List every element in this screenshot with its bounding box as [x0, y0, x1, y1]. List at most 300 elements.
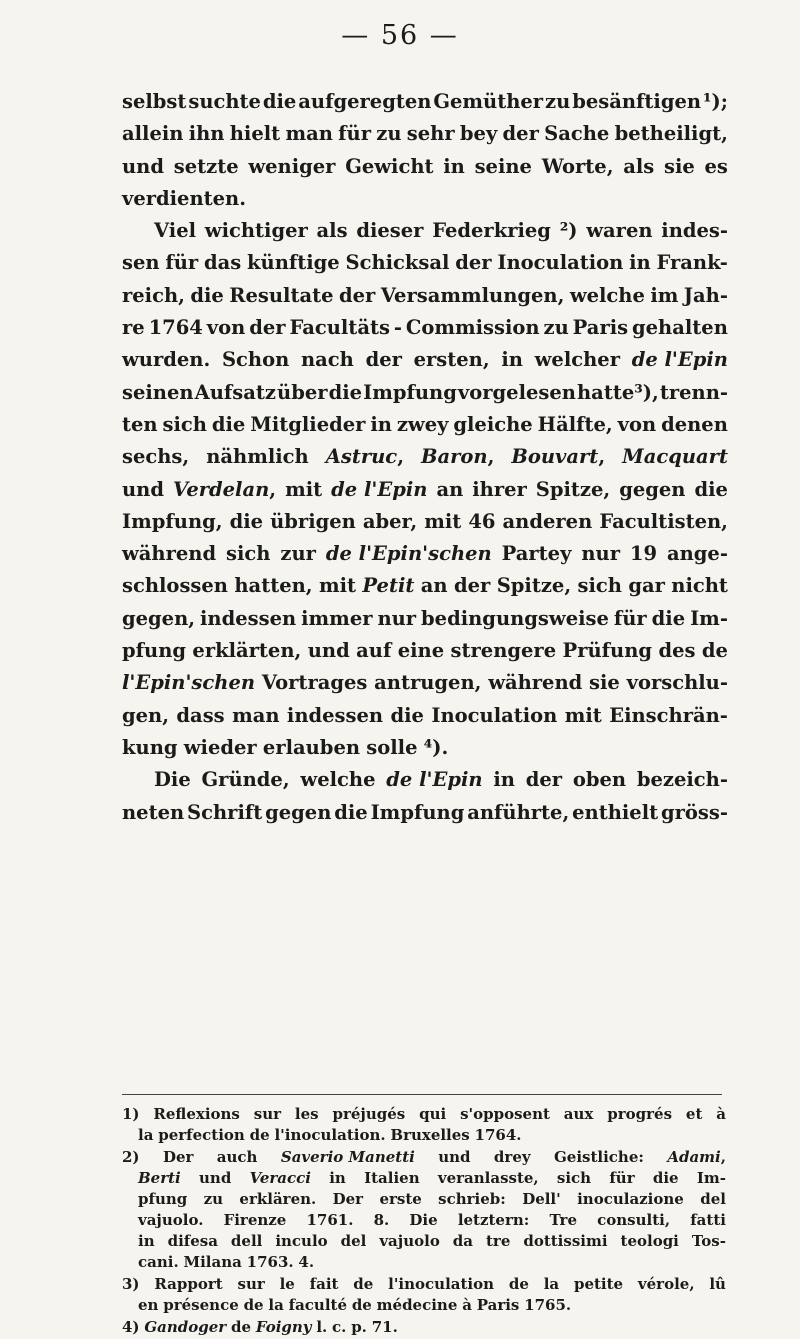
word: sechs, — [122, 445, 190, 469]
footnotes — [122, 1104, 726, 1339]
word: Facultäts — [289, 316, 390, 340]
word: wurden. — [122, 348, 211, 372]
body-line — [122, 667, 728, 699]
word: die — [651, 606, 686, 630]
body-line — [122, 280, 728, 312]
word: difesa — [167, 1232, 218, 1250]
word: faculté — [288, 1296, 348, 1314]
word: lû — [709, 1275, 726, 1293]
word: Sache — [544, 122, 610, 146]
word: während — [122, 542, 217, 566]
word: Resultate — [229, 283, 334, 307]
word: p. — [351, 1318, 367, 1336]
word: Firenze — [223, 1211, 287, 1229]
word: de — [351, 1296, 372, 1314]
word: Partey — [501, 542, 572, 566]
body-line — [122, 409, 728, 441]
word: Rapport — [154, 1275, 223, 1293]
word: anführte, — [467, 800, 570, 824]
word: l'inoculation. — [274, 1126, 386, 1144]
word: der — [365, 348, 402, 372]
body-line — [122, 215, 728, 247]
word: die — [652, 1169, 679, 1187]
word: indessen — [286, 703, 384, 727]
word: aux — [563, 1105, 594, 1123]
word: Im- — [696, 1169, 726, 1187]
page-number: — 56 — — [341, 20, 459, 51]
word: seine — [474, 154, 532, 178]
word: bezeich- — [636, 768, 728, 792]
body-line — [122, 377, 728, 409]
body-line — [122, 635, 728, 667]
body-line — [122, 474, 728, 506]
word: die — [229, 509, 264, 533]
word: de — [243, 1296, 264, 1314]
word: qui — [419, 1105, 447, 1123]
word: nur — [581, 542, 620, 566]
word: selbst — [122, 90, 187, 113]
word: Veracci — [249, 1169, 311, 1187]
word: petite — [573, 1275, 624, 1293]
word: die — [190, 283, 224, 307]
word: solle — [366, 735, 418, 759]
word: von — [617, 412, 657, 436]
word: sur — [253, 1105, 282, 1123]
word: Mitglieder — [250, 412, 366, 436]
word: inoculazione — [577, 1190, 684, 1208]
word: c. — [332, 1318, 347, 1336]
word: gehalten — [632, 316, 728, 340]
word: Schon — [221, 348, 290, 372]
word: und — [199, 1169, 232, 1187]
word: Dell' — [522, 1190, 561, 1208]
word: der — [525, 768, 563, 792]
word: progrés — [607, 1105, 673, 1123]
word: bedingungsweise — [421, 606, 609, 630]
body-line — [122, 118, 728, 150]
word: médecine — [376, 1296, 458, 1314]
word: mit — [564, 703, 602, 727]
word: Tos- — [691, 1232, 726, 1250]
word: préjugés — [332, 1105, 406, 1123]
word: vajuolo — [379, 1232, 440, 1250]
word: immer — [301, 606, 373, 630]
word: del — [340, 1232, 367, 1250]
word: nur — [377, 606, 417, 630]
word: dell — [230, 1232, 263, 1250]
footnote-line — [138, 1168, 726, 1189]
word: re — [122, 316, 145, 340]
word: Milana — [183, 1253, 242, 1271]
word: de l'Epin — [386, 768, 483, 792]
word: des — [658, 639, 696, 663]
body-line — [122, 700, 728, 732]
word: enthielt — [572, 800, 659, 824]
word: la — [543, 1275, 560, 1293]
word: übrigen — [270, 509, 356, 533]
word: indes- — [661, 219, 728, 243]
word: Geistliche: — [553, 1148, 644, 1166]
word: Schrift — [187, 800, 263, 824]
word: die — [334, 800, 368, 824]
word: teologi — [620, 1232, 679, 1250]
word: als — [316, 219, 348, 243]
word: trenn- — [659, 380, 728, 404]
word: de l'Epin — [331, 477, 428, 501]
word: erlauben — [262, 735, 361, 759]
word: Paris — [572, 316, 629, 340]
word: als — [623, 154, 655, 178]
word: vérole, — [637, 1275, 695, 1293]
footnote-line — [122, 1104, 726, 1125]
word: anderen — [502, 509, 593, 533]
word: Verdelan, — [173, 477, 277, 501]
word: l'inoculation — [388, 1275, 495, 1293]
word: erklärten, — [192, 639, 302, 663]
word: Vortrages — [261, 671, 368, 695]
word: hielt — [229, 122, 281, 146]
word: Italien — [364, 1169, 420, 1187]
word: für — [613, 606, 647, 630]
word: sehr — [406, 122, 455, 146]
word: de l'Epin'schen — [325, 542, 492, 566]
word: denen — [661, 412, 728, 436]
word: Gandoger — [144, 1318, 227, 1336]
word: cani. — [138, 1253, 179, 1271]
word: der — [455, 251, 492, 275]
word: waren — [586, 219, 653, 243]
footnote-2 — [122, 1147, 726, 1273]
word: Gründe, — [201, 768, 290, 792]
word: Inoculation — [497, 251, 624, 275]
word: dottissimi — [523, 1232, 608, 1250]
word: der — [338, 283, 376, 307]
word: nach — [300, 348, 354, 372]
word: gegen — [265, 800, 332, 824]
word: dass — [176, 703, 225, 727]
word: Inoculation — [431, 703, 558, 727]
word: bey — [459, 122, 498, 146]
footnote-line — [138, 1252, 726, 1273]
word: kung — [122, 735, 178, 759]
word: 4) — [122, 1318, 140, 1336]
word: für — [338, 122, 371, 146]
word: in — [629, 251, 651, 275]
word: mit — [424, 509, 462, 533]
word: welcher — [534, 348, 620, 372]
body-line — [122, 764, 728, 796]
word: zu — [376, 122, 402, 146]
word: vorschlu- — [626, 671, 728, 695]
word: oben — [572, 768, 627, 792]
word: ersten, — [413, 348, 490, 372]
word: zu — [545, 90, 571, 113]
word: ihrer — [472, 477, 527, 501]
body-line — [122, 183, 728, 215]
word: fatti — [690, 1211, 726, 1229]
word: strengere — [450, 639, 557, 663]
body-line — [122, 506, 728, 538]
word: in — [443, 154, 465, 178]
word: in — [501, 348, 523, 372]
word: man — [285, 122, 333, 146]
word: fait — [309, 1275, 339, 1293]
word: seinen — [122, 380, 194, 404]
word: welche — [569, 283, 645, 307]
word: an — [436, 477, 464, 501]
footnote-divider — [122, 1094, 722, 1095]
body-line — [122, 247, 728, 279]
word: s'opposent — [460, 1105, 550, 1123]
word: setzte — [173, 154, 239, 178]
word: inculo — [275, 1232, 328, 1250]
word: für — [165, 251, 199, 275]
word: gröss- — [660, 800, 728, 824]
word: del — [700, 1190, 726, 1208]
word: in — [370, 412, 392, 436]
word: und — [307, 639, 350, 663]
word: auch — [216, 1148, 258, 1166]
word: und — [122, 154, 164, 178]
word: besänftigen — [572, 90, 702, 113]
word: 2) — [122, 1148, 140, 1166]
word: das — [203, 251, 242, 275]
word: erste — [379, 1190, 422, 1208]
word: Reflexions — [153, 1105, 240, 1123]
footnote-line — [122, 1317, 726, 1338]
word: Schicksal — [345, 251, 450, 275]
word: die — [328, 380, 363, 404]
word: Die — [409, 1211, 438, 1229]
word: Baron, — [421, 445, 495, 469]
body-line — [122, 86, 728, 118]
word: 1765. — [524, 1296, 572, 1314]
word: veranlasste, — [437, 1169, 539, 1187]
word: sich — [577, 574, 622, 598]
word: an — [420, 574, 448, 598]
word: gegen — [619, 477, 686, 501]
word: zu — [203, 1190, 224, 1208]
footnote-line — [122, 1147, 726, 1168]
word: es — [704, 154, 728, 178]
word: mit — [285, 477, 323, 501]
word: pfung — [122, 639, 187, 663]
word: de — [249, 1126, 270, 1144]
word: - — [393, 316, 402, 340]
word: les — [294, 1105, 319, 1123]
word: ten — [122, 412, 158, 436]
word: der — [453, 574, 491, 598]
word: drey — [493, 1148, 531, 1166]
footnote-line — [138, 1231, 726, 1252]
word: Einschrän- — [609, 703, 728, 727]
word: und — [438, 1148, 471, 1166]
word: sich — [556, 1169, 592, 1187]
word: Impfung — [363, 380, 457, 404]
word: de l'Epin — [631, 348, 728, 372]
word: gen, — [122, 703, 170, 727]
word: sich — [226, 542, 271, 566]
word: Astruc, — [325, 445, 404, 469]
body-text — [122, 86, 728, 829]
footnote-line — [138, 1189, 726, 1210]
word: und — [122, 477, 164, 501]
word: auf — [356, 639, 392, 663]
word: vorgelesen — [457, 380, 576, 404]
word: ¹); — [702, 90, 728, 113]
footnote-1 — [122, 1104, 726, 1146]
word: die — [211, 412, 246, 436]
word: wichtiger — [204, 219, 308, 243]
word: vajuolo. — [138, 1211, 204, 1229]
word: Impfung, — [122, 509, 223, 533]
word: nicht — [671, 574, 728, 598]
word: sen — [122, 251, 160, 275]
word: der — [502, 122, 539, 146]
word: Viel — [154, 219, 197, 243]
word: Facultisten, — [599, 509, 728, 533]
word: Berti — [138, 1169, 181, 1187]
word: gegen, — [122, 606, 196, 630]
word: présence — [163, 1296, 239, 1314]
word: sie — [663, 154, 695, 178]
word: à — [462, 1296, 472, 1314]
word: ⁴). — [423, 735, 449, 759]
word: allein — [122, 122, 184, 146]
word: Adami, — [667, 1148, 726, 1166]
footnote-4 — [122, 1317, 726, 1338]
word: Federkrieg — [432, 219, 551, 243]
word: die — [694, 477, 728, 501]
body-line — [122, 312, 728, 344]
word: 1761. — [306, 1211, 354, 1229]
word: 1763. — [246, 1253, 294, 1271]
word: welche — [300, 768, 376, 792]
word: in — [329, 1169, 346, 1187]
word: Die — [154, 768, 191, 792]
word: Gewicht — [345, 154, 434, 178]
word: wieder — [183, 735, 257, 759]
word: der — [249, 316, 286, 340]
word: die — [262, 90, 297, 113]
word: man — [232, 703, 280, 727]
word: im — [650, 283, 679, 307]
footnote-line — [122, 1274, 726, 1295]
word: schlossen — [122, 574, 228, 598]
word: indessen — [200, 606, 297, 630]
word: zu — [543, 316, 569, 340]
word: Versammlungen, — [380, 283, 565, 307]
word: à — [716, 1105, 726, 1123]
word: sie — [589, 671, 620, 695]
word: Spitze, — [535, 477, 611, 501]
word: sur — [237, 1275, 265, 1293]
word: 8. — [373, 1211, 390, 1229]
word: letztern: — [457, 1211, 530, 1229]
word: da — [452, 1232, 474, 1250]
word: Tre — [549, 1211, 577, 1229]
body-line — [122, 344, 728, 376]
word: 1764 — [148, 316, 203, 340]
word: während — [488, 671, 583, 695]
word: gar — [628, 574, 665, 598]
word: antrugen, — [374, 671, 482, 695]
word: künftige — [247, 251, 340, 275]
footnote-line — [138, 1125, 726, 1146]
word: aber, — [362, 509, 418, 533]
word: die — [390, 703, 424, 727]
word: hatte³), — [577, 380, 659, 404]
word: für — [609, 1169, 635, 1187]
word: ihn — [188, 122, 225, 146]
word: Worte, — [541, 154, 614, 178]
body-line — [122, 570, 728, 602]
word: dieser — [356, 219, 424, 243]
body-line — [122, 538, 728, 570]
word: 4. — [298, 1253, 315, 1271]
word: Im- — [690, 606, 728, 630]
word: reich, — [122, 283, 185, 307]
word: Commission — [405, 316, 540, 340]
word: perfection — [158, 1126, 245, 1144]
word: 1764. — [474, 1126, 522, 1144]
word: zwey — [396, 412, 449, 436]
word: zur — [280, 542, 316, 566]
word: suchte — [188, 90, 261, 113]
word: neten — [122, 800, 185, 824]
word: ange- — [666, 542, 728, 566]
word: en — [138, 1296, 159, 1314]
word: schrieb: — [438, 1190, 506, 1208]
footnote-line — [138, 1210, 726, 1231]
word: de — [508, 1275, 529, 1293]
footnote-line — [138, 1295, 726, 1316]
word: 3) — [122, 1275, 140, 1293]
word: l. — [316, 1318, 328, 1336]
word: über — [277, 380, 328, 404]
word: erklären. — [239, 1190, 317, 1208]
word: Der — [162, 1148, 194, 1166]
word: l'Epin'schen — [122, 671, 256, 695]
word: et — [685, 1105, 703, 1123]
word: hatten, — [234, 574, 313, 598]
word: in — [138, 1232, 155, 1250]
word: Frank- — [656, 251, 728, 275]
word: Macquart — [622, 445, 728, 469]
word: Saverio Manetti — [280, 1148, 415, 1166]
word: gleiche — [453, 412, 533, 436]
word: sich — [162, 412, 207, 436]
word: consulti, — [597, 1211, 671, 1229]
word: nähmlich — [206, 445, 309, 469]
word: Jah- — [683, 283, 728, 307]
word: mit — [318, 574, 357, 598]
word: Bruxelles — [390, 1126, 470, 1144]
word: eine — [397, 639, 445, 663]
word: de — [353, 1275, 374, 1293]
word: la — [268, 1296, 284, 1314]
body-line — [122, 797, 728, 829]
word: Hälfte, — [537, 412, 613, 436]
word: Paris — [476, 1296, 520, 1314]
word: aufgeregten — [298, 90, 432, 113]
word: 46 — [468, 509, 496, 533]
word: Petit — [362, 574, 415, 598]
word: 71. — [371, 1318, 398, 1336]
word: Gemüther — [433, 90, 544, 113]
word: Der — [332, 1190, 364, 1208]
word: 19 — [629, 542, 658, 566]
